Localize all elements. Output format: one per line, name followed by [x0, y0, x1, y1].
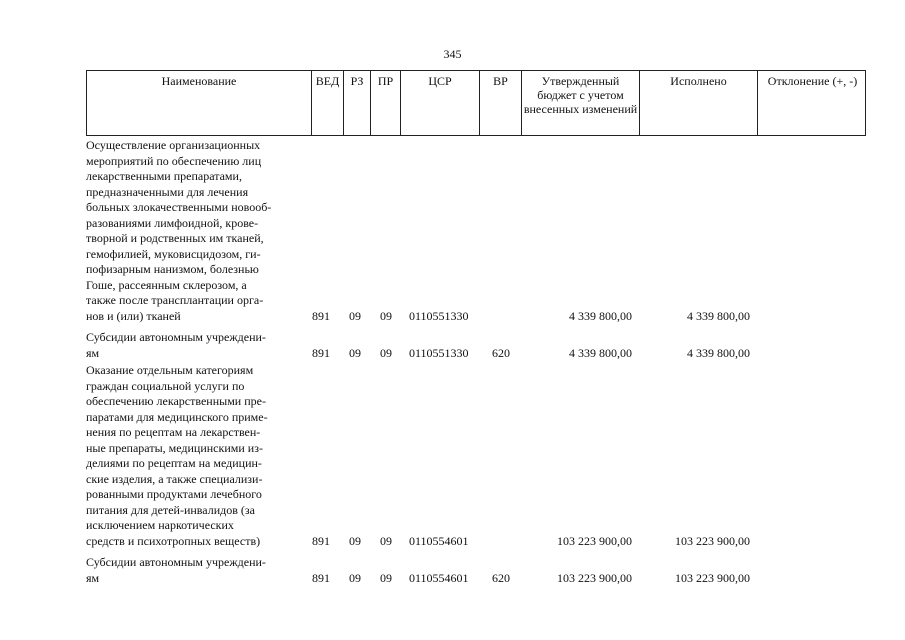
row-name: Оказание отдельным категориям граждан социальной услуги по обеспечению лекарственными пре- паратами для медицинского приме- нения по рецептам на лекарствен- ные препараты, медицинскими из- делиями по рецептам на медицин- ские изделия, а также специализи- рованными продуктами лечебного питания для детей-инвалидов (за исключением наркотических средств и психотропных веществ)	[86, 363, 268, 548]
header-csr: ЦСР	[400, 71, 479, 135]
row-budget: 4 339 800,00	[569, 308, 632, 323]
header-vr: ВР	[479, 71, 521, 135]
row-csr: 0110551330	[409, 308, 469, 323]
row-ved: 891	[312, 570, 330, 585]
row-executed: 103 223 900,00	[675, 533, 750, 548]
table-row	[0, 555, 905, 586]
row-csr: 0110551330	[409, 345, 469, 360]
row-pr: 09	[380, 570, 392, 585]
row-csr: 0110554601	[409, 570, 469, 585]
row-executed: 103 223 900,00	[675, 570, 750, 585]
table-row	[0, 363, 905, 549]
row-budget: 103 223 900,00	[557, 533, 632, 548]
row-vr: 620	[492, 345, 510, 360]
row-rz: 09	[349, 570, 361, 585]
row-executed: 4 339 800,00	[687, 308, 750, 323]
row-pr: 09	[380, 308, 392, 323]
table-header	[86, 70, 866, 136]
header-deviation: Отклонение (+, -)	[757, 71, 867, 135]
row-name: Осуществление организационных мероприятий по обеспечению лиц лекарственными препаратами, предназначенными для лечения больных злокачественными новооб- разованиями лимфоидной, крове- творной и родственных им тканей, гемофилией, муковисцидозом, ги- пофизарным нанизмом, болезнью Гоше, рассеянным склерозом, а также после трансплантации орга- нов и (или) тканей	[86, 138, 272, 323]
header-ved: ВЕД	[311, 71, 343, 135]
table-row	[0, 330, 905, 361]
row-name: Субсидии автономным учреждени- ям	[86, 555, 266, 585]
row-rz: 09	[349, 533, 361, 548]
row-vr: 620	[492, 570, 510, 585]
row-budget: 4 339 800,00	[569, 345, 632, 360]
header-pr: ПР	[370, 71, 400, 135]
row-ved: 891	[312, 308, 330, 323]
row-name: Субсидии автономным учреждени- ям	[86, 330, 266, 360]
row-ved: 891	[312, 345, 330, 360]
row-csr: 0110554601	[409, 533, 469, 548]
row-ved: 891	[312, 533, 330, 548]
row-executed: 4 339 800,00	[687, 345, 750, 360]
row-pr: 09	[380, 533, 392, 548]
header-executed: Исполнено	[639, 71, 757, 135]
row-budget: 103 223 900,00	[557, 570, 632, 585]
header-name: Наименование	[161, 74, 237, 88]
row-rz: 09	[349, 345, 361, 360]
header-budget: Утвержденный бюджет с учетом внесенных изменений	[521, 71, 639, 135]
page-number: 345	[443, 47, 462, 61]
header-rz: РЗ	[343, 71, 370, 135]
row-pr: 09	[380, 345, 392, 360]
table-row	[0, 138, 905, 324]
row-rz: 09	[349, 308, 361, 323]
